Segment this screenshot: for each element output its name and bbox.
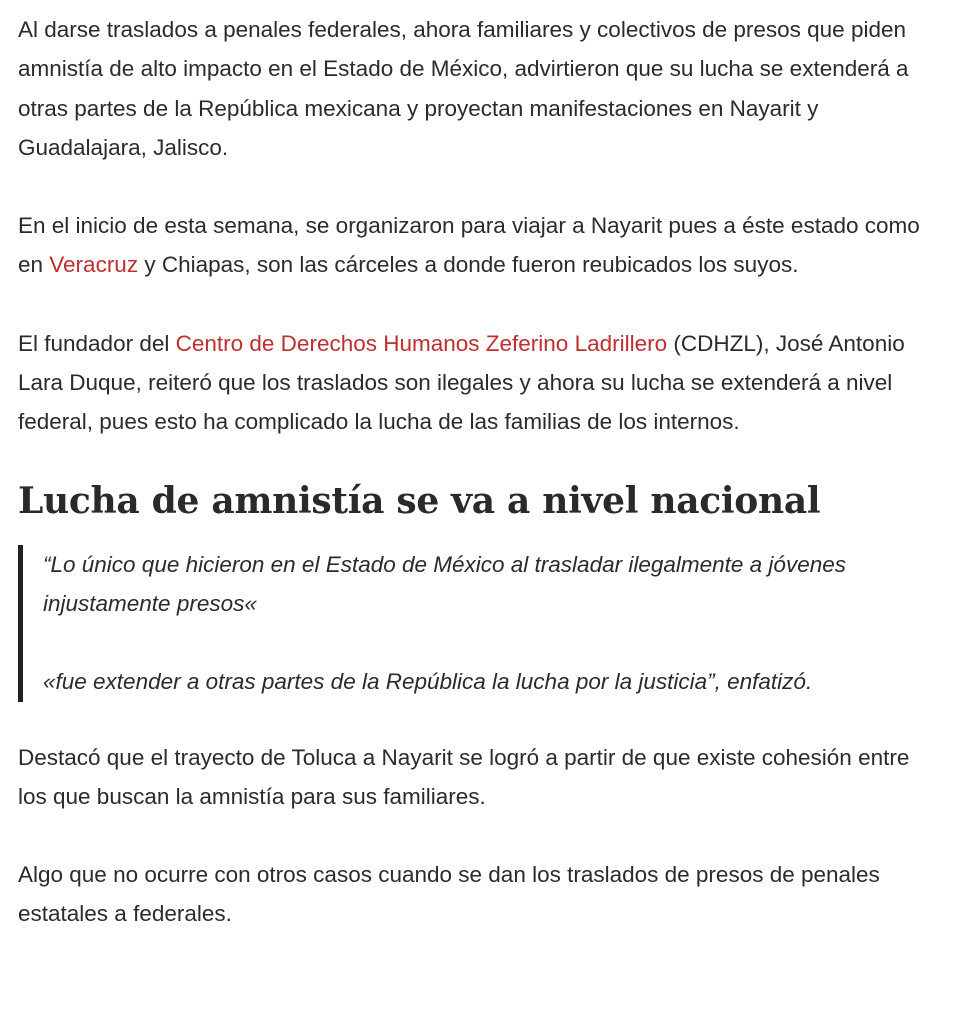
paragraph-toluca: Destacó que el trayecto de Toluca a Nayarit se logró a partir de que existe cohesión entre los que buscan la amnistía para sus familiares. <box>18 744 910 809</box>
paragraph-founder <box>18 324 938 442</box>
paragraph-travel-text-after: y Chiapas, son las cárceles a donde fueron reubicados los suyos. <box>138 252 799 278</box>
paragraph-intro: Al darse traslados a penales federales, ahora familiares y colectivos de presos que piden amnistía de alto impacto en el Estado de México, advirtieron que su lucha se extenderá a otras partes de la República mexicana y proyectan manifestaciones en Nayarit y Guadalajara, Jalisco. <box>18 17 909 160</box>
section-heading: Lucha de amnistía se va a nivel nacional <box>18 479 821 522</box>
blockquote <box>18 545 938 702</box>
paragraph-founder-text-before: El fundador del <box>18 330 176 356</box>
paragraph-founder-text-after: (CDHZL), José Antonio Lara Duque, reiteró que los traslados son ilegales y ahora su lucha se extenderá a nivel federal, pues esto ha complicado la lucha de las familias de los internos. <box>18 330 905 435</box>
paragraph-travel-text-before: En el inicio de esta semana, se organizaron para viajar a Nayarit pues a éste estado como en <box>18 213 920 278</box>
paragraph-travel <box>18 206 938 285</box>
quote-line-2: «fue extender a otras partes de la República la lucha por la justicia”, enfatizó. <box>43 669 813 695</box>
paragraph-closing: Algo que no ocurre con otros casos cuando se dan los traslados de presos de penales estatales a federales. <box>18 862 880 927</box>
cdhzl-link[interactable]: Centro de Derechos Humanos Zeferino Ladrillero <box>175 330 668 356</box>
veracruz-link[interactable]: Veracruz <box>49 252 139 278</box>
quote-line-1: “Lo único que hicieron en el Estado de México al trasladar ilegalmente a jóvenes injustamente presos« <box>43 551 846 616</box>
article-body <box>18 10 938 973</box>
